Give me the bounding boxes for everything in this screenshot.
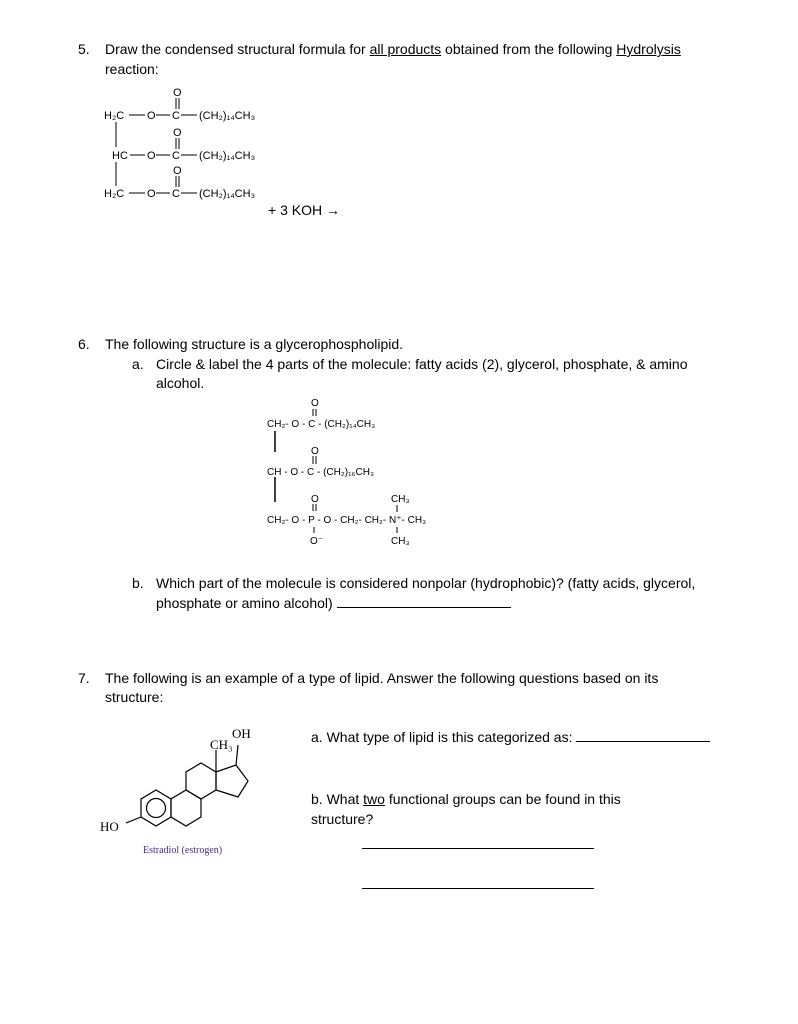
gp-row2-carbonyl-o: O (311, 446, 319, 457)
q7-line1: The following is an example of a type of lipid. Answer the following questions based on its (105, 670, 659, 686)
gp-n-top-ch3: CH₃ (391, 494, 410, 505)
tg-row2-o: O (147, 150, 156, 162)
tg-row3-chain: (CH₂)₁₄CH₃ (199, 188, 256, 200)
q7b-answer-line-2[interactable] (362, 888, 594, 889)
tg-row3-o: O (147, 188, 156, 200)
q7b-text-after: functional groups can be found in this (384, 791, 621, 807)
q7b-line2: structure? (311, 811, 374, 827)
tg-row2-carbonyl-o: O (173, 127, 182, 139)
q7-number: 7. (78, 670, 90, 686)
gp-phosphate-o-minus: O⁻ (310, 536, 324, 547)
q6a-line1: Circle & label the 4 parts of the molecule: fatty acids (2), glycerol, phosphate, & amino (156, 356, 688, 372)
q5-text-middle: obtained from the following (441, 41, 617, 57)
gp-n-bottom-ch3: CH₃ (391, 536, 410, 547)
tg-row3-c: C (172, 188, 180, 200)
estradiol-structure (98, 720, 278, 860)
gp-row3: CH₂- O - P - O - CH₂- CH₂- N⁺- CH₃ (267, 515, 427, 526)
q7b-two: two (363, 791, 385, 807)
q7a-prompt (311, 727, 710, 747)
q7a-answer-blank[interactable] (576, 727, 710, 742)
tg-row1-o: O (147, 110, 156, 122)
q7b-prompt (311, 790, 621, 809)
q6b-label: b. (132, 575, 144, 591)
tg-row1-left: H₂C (104, 110, 125, 122)
q5-number: 5. (78, 41, 90, 57)
q6b-answer-blank[interactable] (337, 593, 511, 608)
tg-row3-carbonyl-o: O (173, 165, 182, 177)
tg-row2-chain: (CH₂)₁₄CH₃ (199, 150, 256, 162)
gp-row1: CH₂- O - C - (CH₂)₁₄CH₃ (267, 419, 376, 430)
q5-prompt-line2: reaction: (105, 61, 159, 77)
tg-row1-c: C (172, 110, 180, 122)
q6a-line2: alcohol. (156, 375, 205, 391)
q6a-label: a. (132, 356, 144, 372)
gp-row1-carbonyl-o: O (311, 398, 319, 409)
gp-phosphate-o: O (311, 494, 319, 505)
q5-text-before: Draw the condensed structural formula for (105, 41, 370, 57)
tg-row3-left: H₂C (104, 188, 125, 200)
q5-prompt (105, 40, 681, 59)
q7a-text: a. What type of lipid is this categorized as: (311, 729, 573, 745)
glycerophospholipid-structure (262, 392, 462, 557)
q6b-line1: Which part of the molecule is considered nonpolar (hydrophobic)? (fatty acids, glycerol, (156, 575, 696, 591)
q7b-text-before: b. What (311, 791, 364, 807)
gp-row2: CH - O - C - (CH₂)₁₆CH₃ (267, 467, 375, 478)
q7b-answer-line-1[interactable] (362, 848, 594, 849)
q6-prompt: The following structure is a glycerophospholipid. (105, 336, 404, 352)
q5-hydrolysis: Hydrolysis (616, 41, 681, 57)
estradiol-ch3: CH₃ (210, 737, 233, 752)
q7-line2: structure: (105, 689, 164, 705)
q6-number: 6. (78, 336, 90, 352)
q6b-line2-text: phosphate or amino alcohol) (156, 595, 333, 611)
q6b-line2 (156, 593, 511, 613)
tg-row1-carbonyl-o: O (173, 87, 182, 99)
tg-row2-c: C (172, 150, 180, 162)
estradiol-ho: HO (100, 819, 119, 834)
estradiol-caption: Estradiol (estrogen) (143, 845, 223, 856)
tg-row1-chain: (CH₂)₁₄CH₃ (199, 110, 256, 122)
q5-all-products: all products (369, 41, 442, 57)
tg-row2-left: HC (112, 150, 128, 162)
q5-reagent: + 3 KOH → (268, 202, 340, 218)
estradiol-oh: OH (232, 726, 251, 741)
